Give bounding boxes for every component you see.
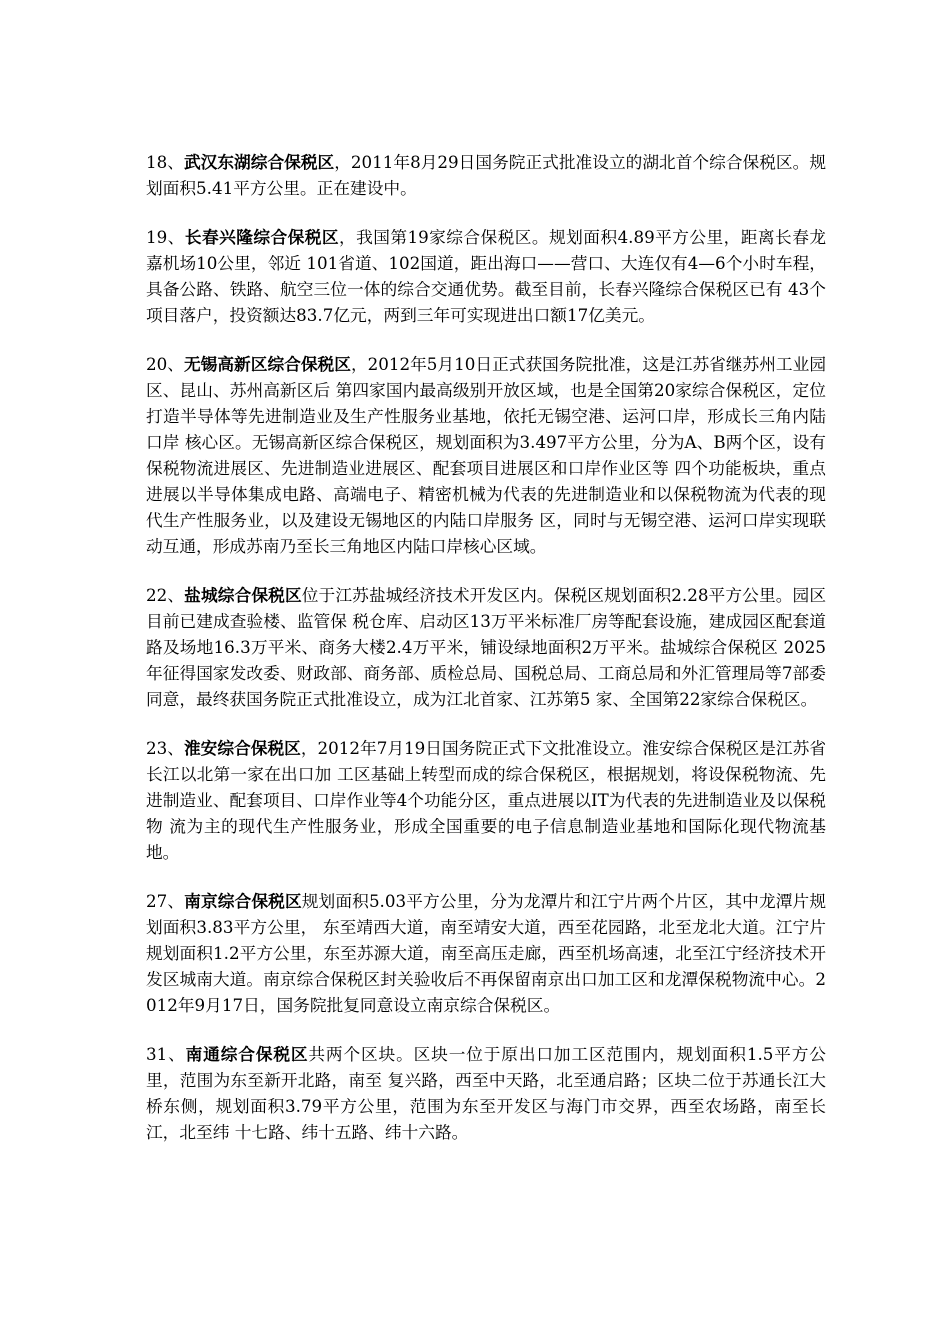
paragraph-text: ，2012年7月19日国务院正式下文批准设立。淮安综合保税区是江苏省长江以北第一家在出口加 工区基础上转型而成的综合保税区，根据规划，将设保税物流、先进制造业、配套项目、口岸作业等4个功能分区，重点进展以IT为代表的先进制造业及以保税物 流为主的现代生产性服务业，形成全国重要的电子信息制造业基地和国际化现代物流基地。: [146, 738, 827, 862]
paragraph-text: ，2011年8月29日国务院正式批准设立的湖北首个综合保税区。规划面积5.41平方公里。正在建设中。: [146, 152, 827, 198]
paragraph-number: 19、: [146, 227, 185, 247]
paragraph-heading: 淮安综合保税区: [183, 738, 301, 758]
document-body: [146, 149, 826, 1145]
paragraph-number: 27、: [146, 891, 185, 911]
paragraph-text: 共两个区块。区块一位于原出口加工区范围内，规划面积1.5平方公里，范围为东至新开北路，南至 复兴路，西至中天路，北至通启路；区块二位于苏通长江大桥东侧，规划面积3.79平方公里，范围为东至开发区与海门市交界，西至农场路，南至长江，北至纬 十七路、纬十五路、纬十六路。: [146, 1044, 826, 1142]
paragraph-number: 18、: [146, 152, 184, 172]
paragraph-text: ，我国第19家综合保税区。规划面积4.89平方公里，距离长春龙嘉机场10公里，邻近 101省道、102国道，距出海口——营口、大连仅有4—6个小时车程，具备公路、铁路、航空三位一体的综合交通优势。截至目前，长春兴隆综合保税区已有 43个项目落户，投资额达83.7亿元，两到三年可实现进出口额17亿美元。: [146, 227, 827, 325]
paragraph-text: 位于江苏盐城经济技术开发区内。保税区规划面积2.28平方公里。园区目前已建成查验楼、监管保 税仓库、启动区13万平米标准厂房等配套设施，建成园区配套道路及场地16.3万平米、商务大楼2.4万平米，铺设绿地面积2万平米。盐城综合保税区 2025年征得国家发改委、财政部、商务部、质检总局、国税总局、工商总局和外汇管理局等7部委同意，最终获国务院正式批准设立，成为江北首家、江苏第5 家、全国第22家综合保税区。: [146, 585, 827, 709]
paragraph-number: 20、: [146, 354, 184, 374]
paragraph-18: [146, 149, 826, 201]
paragraph-heading: 无锡高新区综合保税区: [183, 354, 351, 374]
paragraph-31: [146, 1041, 826, 1145]
paragraph-heading: 长春兴隆综合保税区: [184, 227, 339, 247]
paragraph-number: 31、: [146, 1044, 186, 1064]
paragraph-heading: 武汉东湖综合保税区: [183, 152, 335, 172]
paragraph-27: [146, 888, 826, 1018]
paragraph-heading: 盐城综合保税区: [184, 585, 302, 605]
paragraph-number: 22、: [146, 585, 185, 605]
paragraph-22: [146, 582, 826, 712]
paragraph-text: 规划面积5.03平方公里，分为龙潭片和江宁片两个片区，其中龙潭片规划面积3.83平方公里， 东至靖西大道，南至靖安大道，西至花园路，北至龙北大道。江宁片规划面积1.2平方公里，东至苏源大道，南至高压走廊，西至机场高速，北至江宁经济技术开 发区城南大道。南京综合保税区封关验收后不再保留南京出口加工区和龙潭保税物流中心。2012年9月17日，国务院批复同意设立南京综合保税区。: [146, 891, 827, 1015]
paragraph-text: ，2012年5月10日正式获国务院批准，这是江苏省继苏州工业园区、昆山、苏州高新区后 第四家国内最高级别开放区域，也是全国第20家综合保税区，定位打造半导体等先进制造业及生产性服务业基地，依托无锡空港、运河口岸，形成长三角内陆口岸 核心区。无锡高新区综合保税区，规划面积为3.497平方公里，分为A、B两个区，设有保税物流进展区、先进制造业进展区、配套项目进展区和口岸作业区等 四个功能板块，重点进展以半导体集成电路、高端电子、精密机械为代表的先进制造业和以保税物流为代表的现代生产性服务业，以及建设无锡地区的内陆口岸服务 区，同时与无锡空港、运河口岸实现联动互通，形成苏南乃至长三角地区内陆口岸核心区域。: [146, 354, 827, 556]
paragraph-heading: 南通综合保税区: [185, 1044, 309, 1064]
paragraph-19: [146, 224, 826, 328]
paragraph-20: [146, 351, 826, 559]
paragraph-number: 23、: [146, 738, 184, 758]
paragraph-23: [146, 735, 826, 865]
paragraph-heading: 南京综合保税区: [184, 891, 302, 911]
